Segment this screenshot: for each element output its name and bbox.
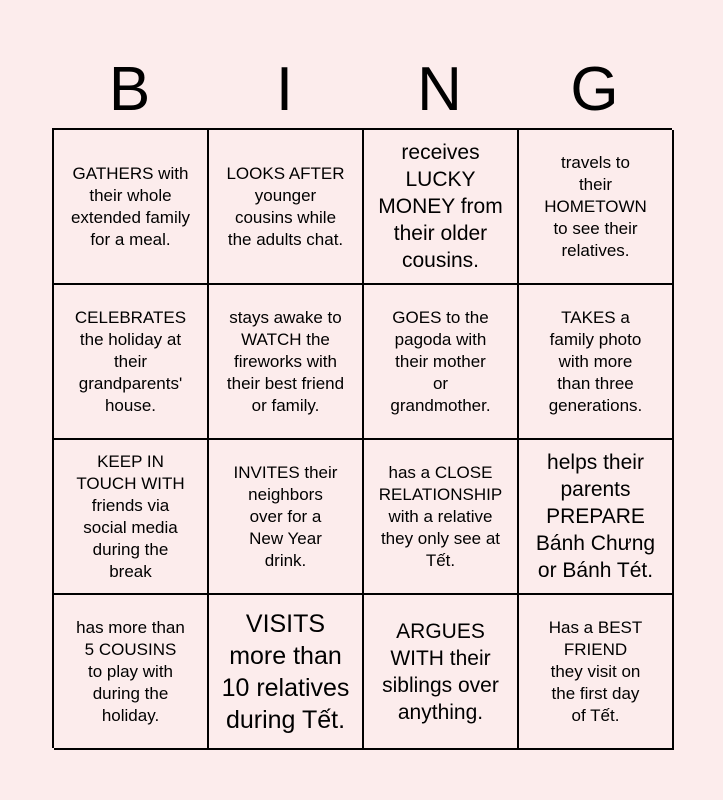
bingo-cell-text: has more than 5 COUSINS to play with during the holiday.	[76, 617, 185, 725]
bingo-cell-text: GOES to the pagoda with their mother or grandmother.	[390, 307, 491, 415]
bingo-cell-text: Has a BEST FRIEND they visit on the first day of Tết.	[548, 617, 643, 725]
bingo-cell-text: has a CLOSE RELATIONSHIP with a relative they only see at Tết.	[378, 462, 503, 570]
bingo-cell-text: GATHERS with their whole extended family for a meal.	[70, 163, 191, 249]
bingo-cell-text: CELEBRATES the holiday at their grandparents' house.	[74, 307, 187, 415]
bingo-cell-r2c3[interactable]	[364, 285, 519, 440]
bingo-cell-text: INVITES their neighbors over for a New Year drink.	[233, 462, 338, 570]
header-letter-i: I	[275, 55, 294, 124]
bingo-cell-r4c3[interactable]	[364, 595, 519, 750]
header-letter-b: B	[108, 55, 151, 124]
header-letter-n: N	[417, 55, 462, 124]
bingo-cell-text: KEEP IN TOUCH WITH friends via social media during the break	[76, 451, 185, 581]
bingo-cell-r2c2[interactable]	[209, 285, 364, 440]
bingo-cell-r3c2[interactable]	[209, 440, 364, 595]
bingo-cell-r2c4[interactable]	[519, 285, 674, 440]
header-letter-g: G	[570, 55, 619, 124]
bingo-cell-r4c2[interactable]	[209, 595, 364, 750]
bingo-cell-r4c1[interactable]	[54, 595, 209, 750]
bingo-cell-r3c1[interactable]	[54, 440, 209, 595]
bingo-board	[52, 128, 672, 748]
bingo-cell-text: travels to their HOMETOWN to see their relatives.	[544, 152, 647, 260]
bingo-cell-r1c2[interactable]	[209, 130, 364, 285]
bingo-cell-r1c4[interactable]	[519, 130, 674, 285]
bingo-cell-r3c3[interactable]	[364, 440, 519, 595]
bingo-cell-r1c3[interactable]	[364, 130, 519, 285]
bingo-cell-text: stays awake to WATCH the fireworks with their best friend or family.	[226, 307, 345, 415]
bingo-cell-text: VISITS more than 10 relatives during Tết.	[221, 609, 350, 734]
bingo-cell-text: helps their parents PREPARE Bánh Chưng or Bánh Tét.	[535, 451, 656, 582]
bingo-cell-r4c4[interactable]	[519, 595, 674, 750]
bingo-cell-r2c1[interactable]	[54, 285, 209, 440]
bingo-cell-text: LOOKS AFTER younger cousins while the adults chat.	[226, 163, 345, 249]
bingo-cell-r1c1[interactable]	[54, 130, 209, 285]
bingo-cell-r3c4[interactable]	[519, 440, 674, 595]
bingo-cell-text: receives LUCKY MONEY from their older cousins.	[378, 141, 503, 272]
bingo-cell-text: TAKES a family photo with more than three generations.	[548, 307, 643, 415]
bingo-header	[52, 52, 672, 128]
bingo-cell-text: ARGUES WITH their siblings over anything.	[382, 619, 499, 724]
